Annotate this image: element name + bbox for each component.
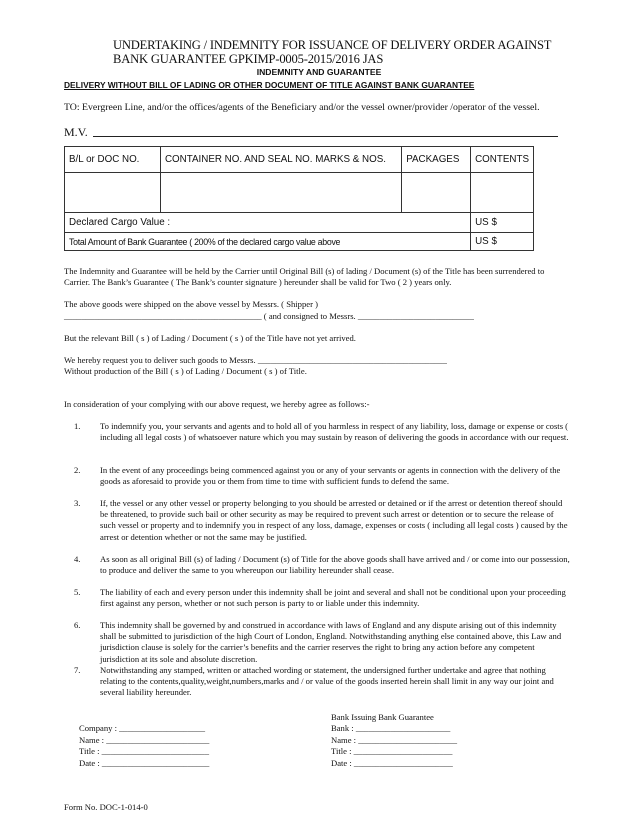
addressee-text: TO: Evergreen Line, and/or the offices/agents of the Beneficiary and/or the vessel owner/provider /operator of the vessel. (64, 102, 540, 113)
clause-text: As soon as all original Bill (s) of lading / Document (s) of Title for the above goods shall have arrived and / or come into our possession, to produce and deliver the same to you whereupon our liability hereunder shall cease. (100, 554, 570, 576)
document-subtitle-delivery: DELIVERY WITHOUT BILL OF LADING OR OTHER DOCUMENT OF TITLE AGAINST BANK GUARANTEE (64, 80, 475, 90)
cargo-table-entry-row (65, 173, 534, 213)
clause-text: To indemnify you, your servants and agents and to hold all of you harmless in respect of any liability, loss, damage or expense or costs ( including all legal costs ) of whatsoever nature which you may sustain by reason of delivering the goods in accordance with our request. (100, 421, 569, 443)
company-field[interactable]: Company : ____________________ (79, 723, 206, 733)
clause-number: 5. (74, 587, 81, 597)
bank-name-field[interactable]: Name : _______________________ (331, 734, 458, 745)
paragraph-shipper: The above goods were shipped on the above vessel by Messrs. ( Shipper ) (64, 299, 318, 309)
clause-text: If, the vessel or any other vessel or property belonging to you should be arrested or detained or if the arrest or detention thereof should be threatened, to provide such bail or other security as may be required to prevent such arrest or detention or to secure the release of such vessel or property and to indemnify you in respect of any loss, damage, expenses or costs ( including all legal costs ) caused by the arrest or detention whether or not the same may be justified. (100, 498, 568, 542)
clause-number: 3. (74, 498, 81, 508)
paragraph-not-arrived: But the relevant Bill ( s ) of Lading / Document ( s ) of the Title have not yet arrived. (64, 333, 356, 343)
declared-value-label: Declared Cargo Value : (65, 213, 471, 233)
document-title: UNDERTAKING / INDEMNITY FOR ISSUANCE OF DELIVERY ORDER AGAINST BANK GUARANTEE GPKIMP-0005-2015/2016 JAS (113, 38, 552, 66)
company-name-field[interactable]: Name : ________________________ (79, 734, 210, 745)
paragraph-shipper-consignee: ______________________________________________ ( and consigned to Messrs. ___________________________ (64, 311, 474, 321)
packages-cell[interactable] (402, 173, 471, 213)
declared-value-row (65, 213, 534, 233)
clause-item (64, 587, 570, 609)
container-number-cell[interactable] (160, 173, 401, 213)
vessel-name-line (93, 136, 558, 137)
declared-value-currency[interactable]: US $ (471, 213, 534, 233)
paragraph-without-production: Without production of the Bill ( s ) of Lading / Document ( s ) of Title. (64, 366, 307, 376)
clause-item (64, 465, 570, 487)
cargo-table (64, 146, 534, 251)
clause-number: 6. (74, 620, 81, 630)
bank-title-field[interactable]: Title : _______________________ (331, 746, 453, 756)
clause-number: 2. (74, 465, 81, 475)
clause-text: In the event of any proceedings being commenced against you or any of your servants or agents in connection with the delivery of the goods as aforesaid to provide you or them from time to time with sufficient funds to defend the same. (100, 465, 561, 487)
clause-item (64, 498, 570, 543)
cargo-table-header-row (65, 147, 534, 173)
guarantee-amount-label: Total Amount of Bank Guarantee ( 200% of the declared cargo value above (65, 233, 471, 251)
clause-number: 7. (74, 665, 81, 675)
bank-field[interactable]: Bank : ______________________ (331, 723, 451, 733)
signature-block-company (79, 723, 209, 769)
col-header-packages: PACKAGES (402, 147, 471, 173)
paragraph-consideration: In consideration of your complying with our above request, we hereby agree as follows:- (64, 399, 370, 409)
col-header-container: CONTAINER NO. AND SEAL NO. MARKS & NOS. (160, 147, 401, 173)
document-subtitle: INDEMNITY AND GUARANTEE (256, 67, 382, 77)
col-header-bl: B/L or DOC NO. (65, 147, 161, 173)
guarantee-amount-row (65, 233, 534, 251)
clause-item (64, 554, 570, 576)
company-date-field[interactable]: Date : _________________________ (79, 757, 210, 768)
clause-number: 1. (74, 421, 81, 431)
company-title-field[interactable]: Title : _________________________ (79, 746, 210, 756)
form-number: Form No. DOC-1-014-0 (64, 802, 148, 812)
bank-date-field[interactable]: Date : _______________________ (331, 757, 453, 768)
guarantee-amount-currency[interactable]: US $ (471, 233, 534, 251)
paragraph-validity: The Indemnity and Guarantee will be held by the Carrier until Original Bill (s) of lading / Document (s) of the Title has been surrendered to Carrier. The Bank’s Guarantee ( The Bank’s counter signature ) hereunder shall be valid for Two ( 2 ) years only. (64, 266, 545, 288)
vessel-label: M.V. (64, 125, 88, 139)
clause-text: The liability of each and every person under this indemnity shall be joint and several and shall not be conditional upon your proceeding first against any person, whether or not such person is party to or liable under this indemnity. (100, 587, 566, 609)
signature-block-bank (331, 723, 457, 769)
clause-text: Notwithstanding any stamped, written or attached wording or statement, the undersigned further undertake and agree that nothing relating to the contents,quality,weight,numbers,marks and / or value of the goods inserted herein shall limit in any way our joint and several liability hereunder. (100, 665, 554, 698)
contents-cell[interactable] (471, 173, 534, 213)
clause-item (64, 620, 570, 665)
clause-text: This indemnity shall be governed by and construed in accordance with laws of England and any dispute arising out of this indemnity shall be submitted to jurisdiction of the high Court of London, England. Notwithstanding anything else contained above, this Law and jurisdiction clause is solely for the carrier’s benefits and the carrier reserves the right to bring any action before any competent jurisdiction at its sole and absolute discretion. (100, 620, 562, 664)
bl-number-cell[interactable] (65, 173, 161, 213)
clause-item (64, 665, 570, 699)
col-header-contents: CONTENTS (471, 147, 534, 173)
paragraph-request: We hereby request you to deliver such goods to Messrs. ____________________________________________ (64, 355, 447, 365)
bank-guarantee-heading: Bank Issuing Bank Guarantee (331, 712, 434, 722)
clause-item (64, 421, 570, 443)
clause-number: 4. (74, 554, 81, 564)
